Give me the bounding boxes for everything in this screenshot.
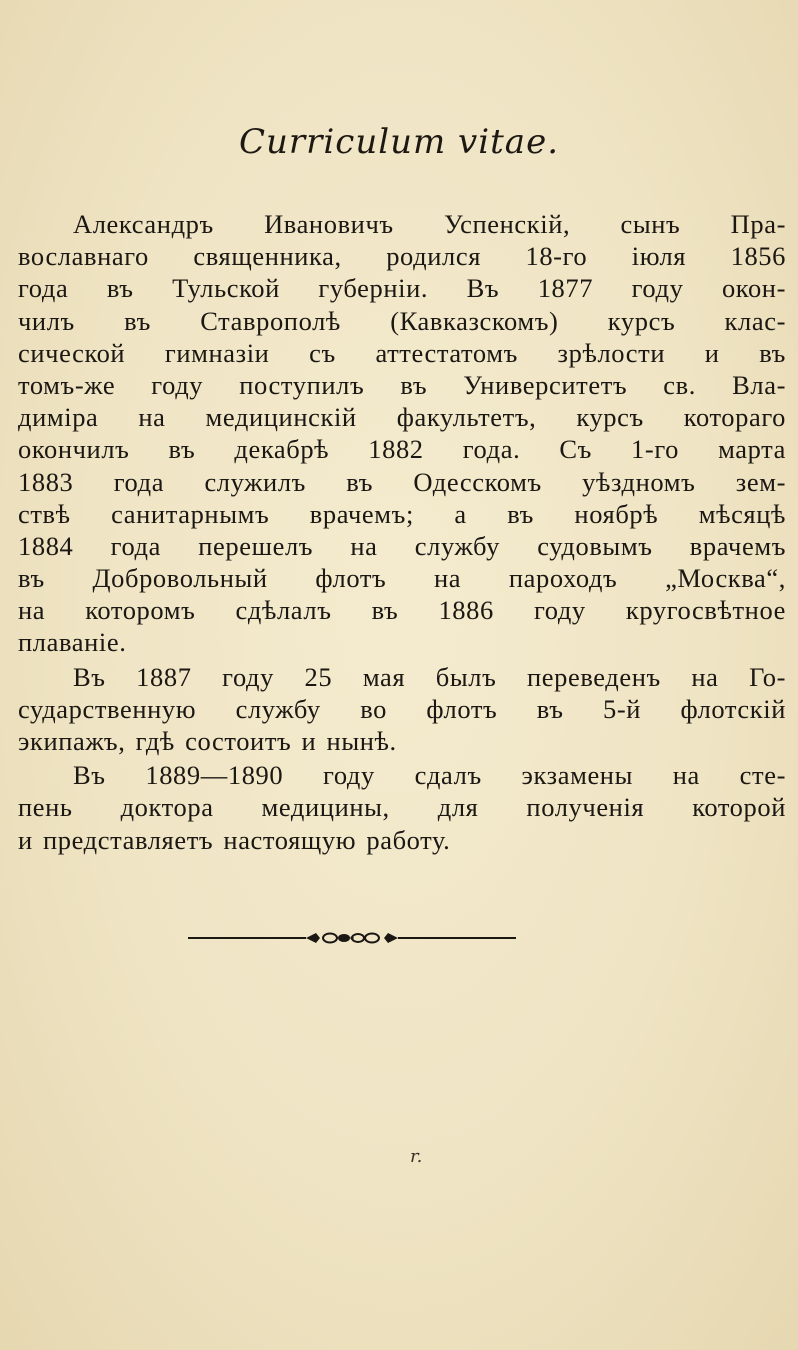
text-line: 1883 года служилъ въ Одесскомъ уѣздномъ зем- <box>18 466 786 497</box>
text-line: въ Добровольный флотъ на пароходъ „Москва“, <box>18 563 786 594</box>
text-line: плаваніе. <box>18 627 127 658</box>
paragraph-3 <box>18 759 786 856</box>
text-line: диміра на медицинскій факультетъ, курсъ котораго <box>18 402 786 433</box>
text-line: Въ 1889—1890 году сдалъ экзамены на сте- <box>73 760 786 791</box>
text-line: томъ-же году поступилъ въ Университетъ св. Вла- <box>18 369 786 400</box>
text-line: чилъ въ Ставрополѣ (Кавказскомъ) курсъ клас- <box>18 305 786 336</box>
text-line: Александръ Ивановичъ Успенскій, сынъ Пра- <box>73 209 786 239</box>
text-line: вославнаго священника, родился 18-го іюля 1856 <box>18 241 786 272</box>
text-line: окончилъ въ декабрѣ 1882 года. Съ 1-го марта <box>18 434 786 465</box>
text-line: 1884 года перешелъ на службу судовымъ врачемъ <box>18 530 786 561</box>
body-text <box>18 208 786 856</box>
text-line: года въ Тульской губерніи. Въ 1877 году окон- <box>18 273 786 304</box>
page-mark: r. <box>410 1146 423 1167</box>
text-line: Въ 1887 году 25 мая былъ переведенъ на Го- <box>73 661 786 692</box>
text-line: и представляетъ настоящую работу. <box>18 824 451 855</box>
text-line: сической гимназіи съ аттестатомъ зрѣлости и въ <box>18 337 786 368</box>
text-line: экипажъ, гдѣ состоитъ и нынѣ. <box>18 726 397 756</box>
ornament-divider <box>188 928 516 948</box>
text-line: пень доктора медицины, для полученія которой <box>18 792 786 823</box>
text-line: на которомъ сдѣлалъ въ 1886 году кругосвѣтное <box>18 595 786 626</box>
page-title: Curriculum vitae. <box>239 122 559 162</box>
paragraph-2 <box>18 661 786 758</box>
paragraph-1 <box>18 208 786 659</box>
text-line: ствѣ санитарнымъ врачемъ; а въ ноябрѣ мѣсяцѣ <box>18 498 786 529</box>
text-line: сударственную службу во флотъ въ 5-й флотскій <box>18 693 786 724</box>
